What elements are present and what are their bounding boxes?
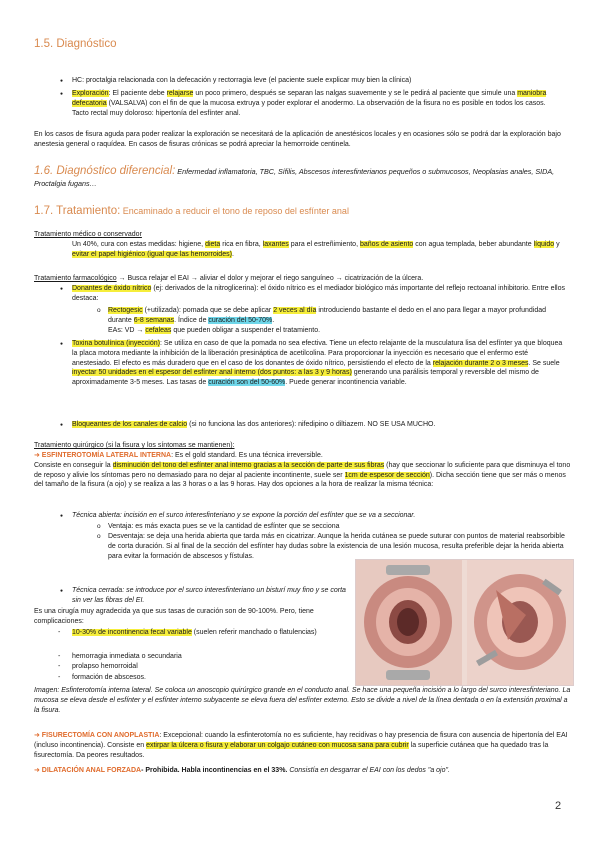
highlight: laxantes [262,241,289,248]
text: : El paciente debe [108,90,167,97]
heading-arrow: ➜ ESFINTEROTOMÍA LATERAL INTERNA [34,452,172,459]
text: . Se suele [528,359,560,367]
list-item: ● Técnica abierta: incisión en el surco interesfinteriano y se expone la porción del esfínter que se va a seccionar. [72,511,567,521]
text: (suelen referir manchado o flatulencias) [191,629,317,636]
text: HC: proctalgia relacionada con la defecación y rectorragia leve (el paciente suele explicar muy bien la clínica) [72,77,412,84]
text: (si la fisura y los síntomas se mantienen): [103,442,235,449]
subsection-title [34,441,235,451]
text: con agua templada, beber abundante [413,241,534,248]
list-item: ● Técnica cerrada: se introduce por el surco interesfinteriano un bisturí muy fino y se corta sin ver las fibras del EI. [72,586,347,606]
highlight: evitar el papel higiénico (igual que las hemorroides) [72,250,232,258]
text: Tratamiento quirúrgico [34,442,104,449]
text: : Es el gold standard. Es una técnica irreversible. [171,452,323,459]
highlight: 6-8 semanas [133,316,175,324]
subsection-title: Tratamiento farmacológico [34,275,117,282]
highlight: 10-30% de incontinencia fecal variable [72,629,192,636]
highlight: disminución del tono del esfínter anal interno gracias a la sección de parte de sus fibras [112,461,385,469]
text: (hay que seccionar lo suficiente para que disminuya el tono de reposo y alivie los síntomas pero no demasiado para no dejar al paciente incontinente, suele ser [34,461,571,479]
text: la superficie cutánea que ha quedado tras la fisurectomía. Da peores resultados. [34,741,549,759]
text: → Busca relajar el EAI → aliviar el dolor y mejorar el riego sanguíneo → cicatrización de la úlcera. [116,275,424,282]
paragraph [34,731,574,760]
highlight: Toxina botulínica (inyección) [72,340,160,347]
paragraph [34,766,574,776]
paragraph [72,240,572,260]
text: Consiste en conseguir la [34,461,113,469]
highlight: inyectar 50 unidades en el espesor del esfínter anal interno (dos puntos: a las 3 y 9 horas) [72,369,352,377]
highlight: baños de asiento [359,241,414,248]
page-number: 2 [555,800,562,812]
list-item [72,420,567,430]
text: para el estreñimiento, [288,241,360,248]
heading-arrow: ➜ DILATACIÓN ANAL FORZADA [34,767,142,774]
highlight-cyan: curación del 50-70% [208,316,273,324]
list-item [108,306,568,335]
text: . Índice de [174,316,209,324]
figure-caption: Imagen: Esfinterotomía interna lateral. Se coloca un anoscopio quirúrgico grande en el conducto anal. Se hace una pequeña incisión a lo largo del surco interesfinteriano. La mucosa se eleva desde el esfínter y el esfínter interno subyacente se eleva fuera del esfínter externo. Esto se divide a nivel de la línea dentada o en la extensión proximal a la fisura. [34,687,571,714]
paragraph [34,451,574,490]
text: . [231,250,234,258]
paragraph: En los casos de fisura aguda para poder realizar la exploración se necesitará de la aplicación de anestésicos locales y en ocasiones sólo se podrá dar la exploración bajo anestesia general o raquídea. En casos de fisuras crónicas se podrá apreciar la hemorroide centinela. [34,131,561,148]
section-title: 1.7. Tratamiento: [34,205,121,217]
highlight: 1cm de espesor de sección [344,471,430,479]
text: : Excepcional: cuando la esfinterotomía no es suficiente, hay recidivas o hay presencia de fisura con ausencia de hipertonía del EAI (incluso incontinencia). Consiste en [34,732,568,749]
text: Un 40%, cura con estas medidas: higiene, [72,241,206,248]
list-item: - formación de abscesos. [72,673,347,683]
text: y [554,241,560,248]
surgery-illustration [355,559,574,686]
text: (si no funciona las dos anteriores): nifedipino o diltiazem. NO SE USA MUCHO. [187,421,436,428]
highlight: extirpar la úlcera o fisura y elaborar un colgajo cutáneo con mucosa sana para cubrir [146,741,409,749]
highlight: 2 veces al día [273,307,317,314]
text: generando una parálisis temporal y reversible del mismo de aproximadamente 3-5 meses. Las tasas de [72,369,539,387]
heading-arrow: ➜ FISURECTOMÍA CON ANOPLASTIA [34,732,160,739]
text: ). Dicha sección tiene que ser más o menos del tamaño de la fisura (a ojo) y se realiza a las 3 horas o a las 9 horas. Hay dos opciones a la hora de realizar la misma técnica: [34,471,566,489]
text: Consistía en desgarrar el EAI con los dedos "a ojo". [289,767,450,774]
section-diagnostico-diferencial [34,166,574,190]
list-item [72,339,569,388]
list-item [72,89,567,118]
highlight: Exploración [72,90,109,97]
text: (+utilizada): pomada que se debe aplicar [142,307,274,314]
highlight: relajación durante 2 o 3 meses [432,359,529,367]
subtitle: Encaminado a reducir el tono de reposo del esfínter anal [120,206,349,216]
subsection-title: Tratamiento médico o conservador [34,231,142,238]
highlight: líquido [533,241,555,248]
text: (VALSALVA) con el fin de que la mucosa extruya y poder explorar el anodermo. La observación de la fisura no es posible en todos los casos. [106,99,546,107]
paragraph: Es una cirugía muy agradecida ya que sus tasas de curación son de 90-100%. Pero, tiene complicaciones: [34,608,314,625]
text: : Se utiliza en caso de que la pomada no sea efectiva. Tiene un efecto relajante de la musculatura lisa del esfínter ya que bloquea la placa motora mediante la inhibición de la liberación presináptica de acetilcolina. Para proporcionar la inyección es necesario que el enfermo esté anestesiado. El efecto es más duradero que en el caso de los donantes de óxido nítrico, persistiendo el efecto de la [72,340,563,367]
text: que pueden obligar a suspender el tratamiento. [171,326,321,334]
list-item: - hemorragia inmediata o secundaria [72,652,347,662]
list-item [72,628,347,638]
text: - Prohibida. Habla incontinencias en el 33%. [141,767,290,774]
paragraph [34,274,574,284]
text: . [272,316,275,324]
section-tratamiento [34,205,349,217]
text: . Puede generar incontinencia variable. [285,379,407,387]
section-title-diagnostico: 1.5. Diagnóstico [34,38,117,50]
text: rica en fibra, [220,241,263,248]
list-item [72,284,567,304]
list-item: - prolapso hemorroidal [72,662,347,672]
highlight: relajarse [166,90,194,97]
anal-sphincterotomy-illustration [356,560,573,685]
section-title: 1.6. Diagnóstico diferencial: [34,165,176,177]
text: Enfermedad inflamatoria, TBC, Sífilis, Abscesos interesfinterianos pequeños o submucosos, Neoplasias anales, SIDA, Proctalgia fugans… [34,167,555,188]
text: (ej: derivados de la nitroglicerina): el óxido nítrico es el mediador biológico más importante del reflejo rectoanal inhibitorio. Entre ellos destaca: [72,285,565,302]
text: un poco primero, después se separan las nalgas suavemente y se le pedirá al paciente que simule una [193,90,518,97]
list-item [72,76,572,86]
highlight: maniobra defecatoria [72,90,547,107]
highlight: dieta [205,241,221,248]
text: EAs: VD → [108,326,146,334]
highlight: Donantes de óxido nítrico [72,285,152,292]
text: introduciendo bastante el dedo en el ano para llegar a mayor profundidad durante [108,307,547,324]
list-item: o Ventaja: es más exacta pues se ve la cantidad de esfínter que se secciona [108,522,568,532]
highlight: Rectogesic [108,307,143,314]
list-item: o Desventaja: se deja una herida abierta que tarda más en cicatrizar. Aunque la herida cutánea se puede suturar con puntos de material reabsorbible de corta duración. Si al final de la sección del esfínter hay dudas sobre la existencia de una lesión mucosa, resulta preferible dejar la herida abierta para evitar la formación de abscesos y fístulas. [108,532,568,561]
text: Tacto rectal muy doloroso: hipertonía del esfínter anal. [72,109,241,117]
highlight: Bloqueantes de los canales de calcio [72,421,188,428]
highlight: cefaleas [145,326,172,334]
highlight-cyan: curación son del 50-60% [208,379,286,387]
